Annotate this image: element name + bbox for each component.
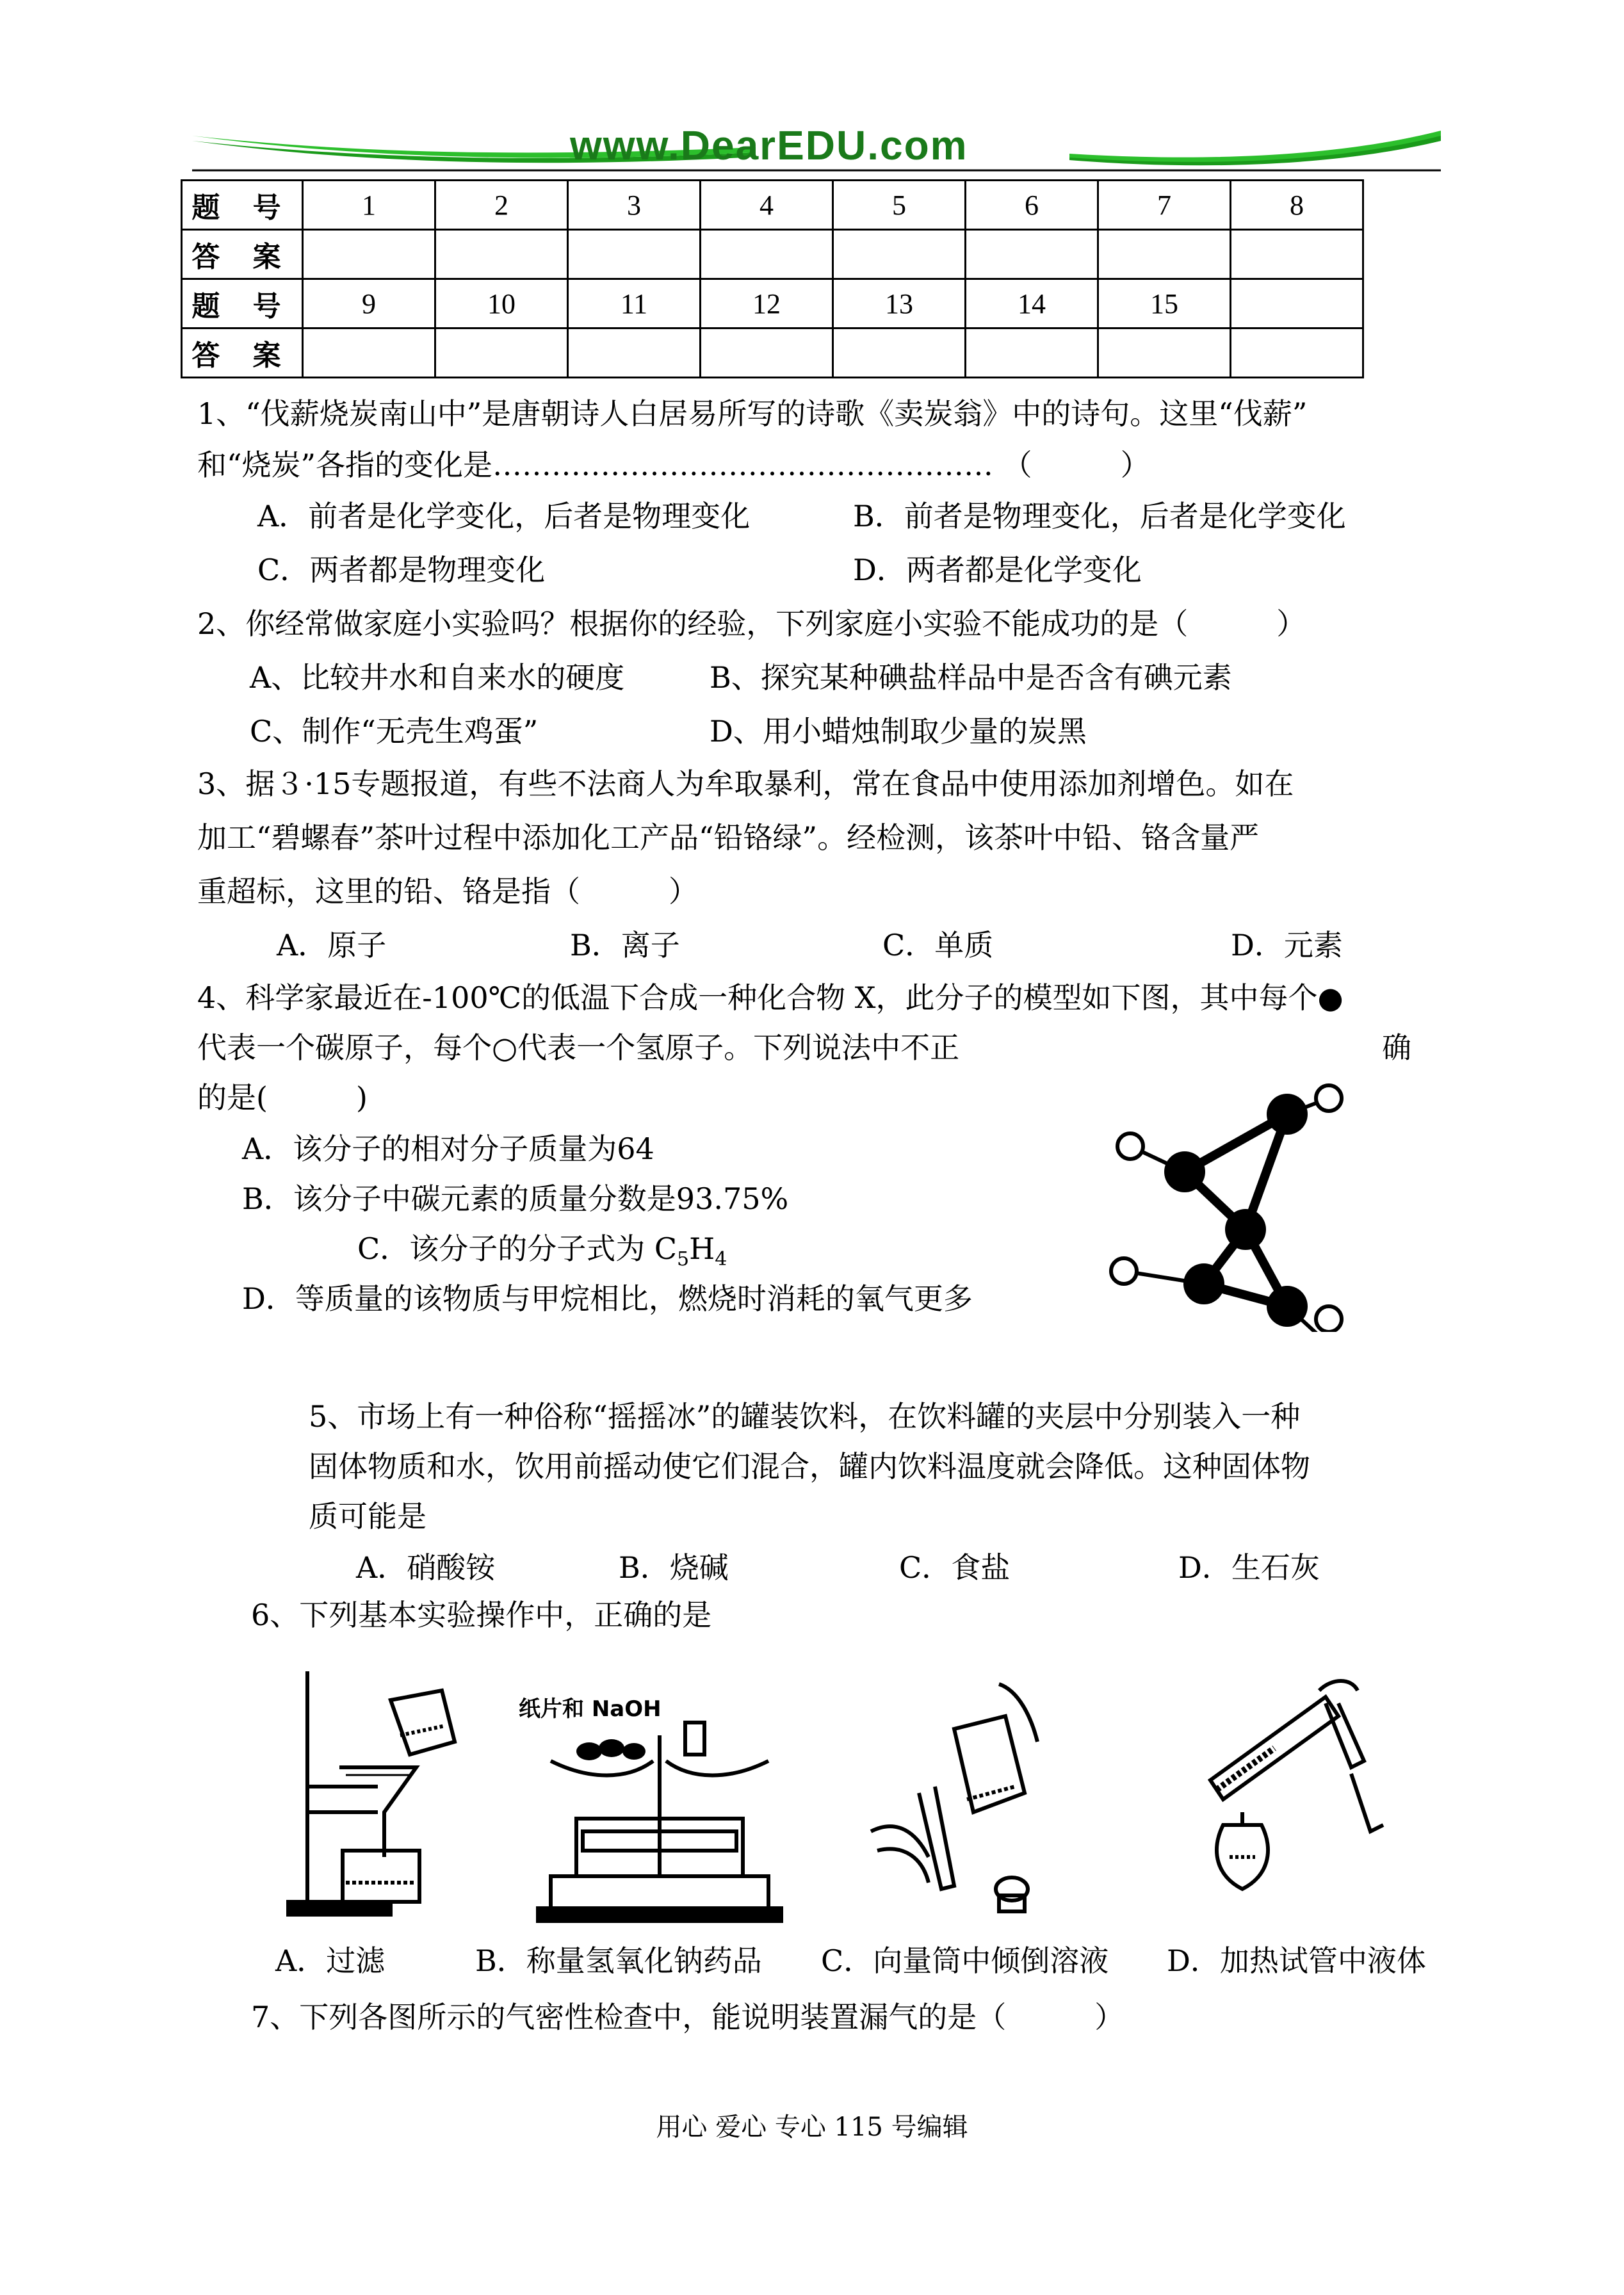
table-row xyxy=(182,230,1363,279)
q5-option-b[interactable]: B．烧碱 xyxy=(619,1550,729,1585)
answer-cell[interactable] xyxy=(701,328,833,378)
q4-stem-line2a: 代表一个碳原子，每个○代表一个氢原子。下列说法中不正 xyxy=(197,1030,960,1065)
row-header: 答 案 xyxy=(182,328,303,378)
hydrogen-atom-icon xyxy=(1316,1306,1342,1332)
balance-figure xyxy=(512,1684,794,1927)
answer-cell[interactable] xyxy=(1231,230,1363,279)
q2-option-d[interactable]: D、用小蜡烛制取少量的炭黑 xyxy=(710,714,1087,749)
answer-cell[interactable] xyxy=(435,230,568,279)
pouring-cylinder-figure xyxy=(858,1678,1089,1921)
q5-stem-line1: 5、市场上有一种俗称“摇摇冰”的罐装饮料，在饮料罐的夹层中分别装入一种 xyxy=(309,1399,1301,1434)
table-cell: 11 xyxy=(568,279,701,328)
table-cell: 14 xyxy=(966,279,1098,328)
answer-cell[interactable] xyxy=(1098,328,1231,378)
q1-option-d[interactable]: D．两者都是化学变化 xyxy=(853,553,1142,587)
answer-cell[interactable] xyxy=(303,328,435,378)
hydrogen-atom-icon xyxy=(1117,1133,1143,1159)
carbon-atom-icon xyxy=(1267,1094,1308,1135)
q6-option-b[interactable]: B．称量氢氧化钠药品 xyxy=(475,1943,762,1978)
q7-stem-line1: 7、下列各图所示的气密性检查中，能说明装置漏气的是（ ） xyxy=(251,2000,1125,2034)
table-cell: 1 xyxy=(303,181,435,230)
q6-option-a[interactable]: A．过滤 xyxy=(275,1943,386,1978)
q2-option-b[interactable]: B、探究某种碘盐样品中是否含有碘元素 xyxy=(710,660,1232,695)
table-cell: 15 xyxy=(1098,279,1231,328)
table-cell: 9 xyxy=(303,279,435,328)
answer-cell[interactable] xyxy=(435,328,568,378)
header-logo xyxy=(192,122,1441,179)
q1-stem-line1: 1、“伐薪烧炭南山中”是唐朝诗人白居易所写的诗歌《卖炭翁》中的诗句。这里“伐薪” xyxy=(197,396,1308,431)
q2-option-a[interactable]: A、比较井水和自来水的硬度 xyxy=(250,660,625,695)
q2-stem-line1: 2、你经常做家庭小实验吗？根据你的经验，下列家庭小实验不能成功的是（ ） xyxy=(197,606,1306,641)
table-cell: 12 xyxy=(701,279,833,328)
carbon-atom-icon xyxy=(1183,1263,1224,1304)
carbon-atom-icon xyxy=(1164,1151,1205,1192)
q3-stem-line3: 重超标，这里的铅、铬是指（ ） xyxy=(197,874,698,909)
answer-cell[interactable] xyxy=(303,230,435,279)
answer-cell[interactable] xyxy=(1098,230,1231,279)
row-header: 题 号 xyxy=(182,181,303,230)
q5-option-c[interactable]: C．食盐 xyxy=(899,1550,1011,1585)
table-cell: 2 xyxy=(435,181,568,230)
q6-option-d[interactable]: D．加热试管中液体 xyxy=(1167,1943,1426,1978)
balance-label: 纸片和 NaOH xyxy=(519,1696,662,1722)
q1-stem-line2: 和“烧炭”各指的变化是…………………………………………… （ ） xyxy=(197,448,1150,482)
molecule-model-figure xyxy=(1089,1050,1345,1332)
answer-cell[interactable] xyxy=(833,230,966,279)
row-header: 题 号 xyxy=(182,279,303,328)
page-footer: 用心 爱心 专心 115 号编辑 xyxy=(656,2113,968,2142)
q3-stem-line2: 加工“碧螺春”茶叶过程中添加化工产品“铅铬绿”。经检测，该茶叶中铅、铬含量严 xyxy=(197,820,1260,855)
answer-cell[interactable] xyxy=(966,230,1098,279)
q1-option-a[interactable]: A．前者是化学变化，后者是物理变化 xyxy=(257,499,751,533)
q1-option-c[interactable]: C．两者都是物理变化 xyxy=(257,553,546,587)
table-cell: 8 xyxy=(1231,181,1363,230)
q4-option-c[interactable] xyxy=(357,1229,727,1279)
q5-stem-line3: 质可能是 xyxy=(309,1499,426,1534)
heating-tube-figure xyxy=(1198,1665,1428,1921)
table-cell: 6 xyxy=(966,181,1098,230)
carbon-atom-icon xyxy=(1225,1209,1266,1250)
hydrogen-atom-icon xyxy=(1316,1085,1342,1111)
answer-cell[interactable] xyxy=(701,230,833,279)
q4-option-b[interactable]: B．该分子中碳元素的质量分数是93.75% xyxy=(242,1181,789,1216)
table-cell xyxy=(1231,279,1363,328)
table-cell: 10 xyxy=(435,279,568,328)
q3-option-a[interactable]: A．原子 xyxy=(277,928,387,962)
table-cell: 5 xyxy=(833,181,966,230)
formula-h: H xyxy=(689,1231,715,1266)
carbon-atom-icon xyxy=(1267,1286,1308,1327)
q4-option-c-text: C．该分子的分子式为 C xyxy=(357,1231,678,1266)
q5-stem-line2: 固体物质和水，饮用前摇动使它们混合，罐内饮料温度就会降低。这种固体物 xyxy=(309,1449,1310,1484)
table-cell: 3 xyxy=(568,181,701,230)
table-cell: 7 xyxy=(1098,181,1231,230)
q2-option-c[interactable]: C、制作“无壳生鸡蛋” xyxy=(250,714,539,749)
filtration-apparatus-figure xyxy=(282,1665,474,1921)
q6-stem-line1: 6、下列基本实验操作中，正确的是 xyxy=(251,1598,712,1632)
subscript: 5 xyxy=(677,1248,690,1271)
answer-table xyxy=(181,179,1364,378)
subscript: 4 xyxy=(715,1248,727,1271)
answer-cell[interactable] xyxy=(568,230,701,279)
table-cell: 4 xyxy=(701,181,833,230)
q4-stem-line3: 的是( ) xyxy=(197,1080,368,1115)
q5-option-d[interactable]: D．生石灰 xyxy=(1178,1550,1320,1585)
answer-cell[interactable] xyxy=(833,328,966,378)
q1-option-b[interactable]: B．前者是物理变化，后者是化学变化 xyxy=(853,499,1346,533)
q6-option-c[interactable]: C．向量筒中倾倒溶液 xyxy=(821,1943,1109,1978)
table-row xyxy=(182,181,1363,230)
q4-option-a[interactable]: A．该分子的相对分子质量为64 xyxy=(242,1131,654,1166)
answer-cell[interactable] xyxy=(568,328,701,378)
q3-option-d[interactable]: D．元素 xyxy=(1231,928,1343,962)
q3-option-c[interactable]: C．单质 xyxy=(882,928,994,962)
table-cell: 13 xyxy=(833,279,966,328)
answer-cell[interactable] xyxy=(966,328,1098,378)
table-row xyxy=(182,328,1363,378)
q3-option-b[interactable]: B．离子 xyxy=(570,928,680,962)
q5-option-a[interactable]: A．硝酸铵 xyxy=(356,1550,496,1585)
answer-cell[interactable] xyxy=(1231,328,1363,378)
row-header: 答 案 xyxy=(182,230,303,279)
table-row xyxy=(182,279,1363,328)
q4-stem-line2b: 确 xyxy=(1382,1030,1411,1065)
q3-stem-line1: 3、据３·15专题报道，有些不法商人为牟取暴利，常在食品中使用添加剂增色。如在 xyxy=(197,766,1294,801)
q4-stem-line1: 4、科学家最近在-100℃的低温下合成一种化合物 X，此分子的模型如下图，其中每个● xyxy=(197,980,1344,1015)
logo-text: www.DearEDU.com xyxy=(570,122,968,168)
hydrogen-atom-icon xyxy=(1111,1258,1137,1284)
q4-option-d[interactable]: D．等质量的该物质与甲烷相比，燃烧时消耗的氧气更多 xyxy=(242,1281,973,1316)
